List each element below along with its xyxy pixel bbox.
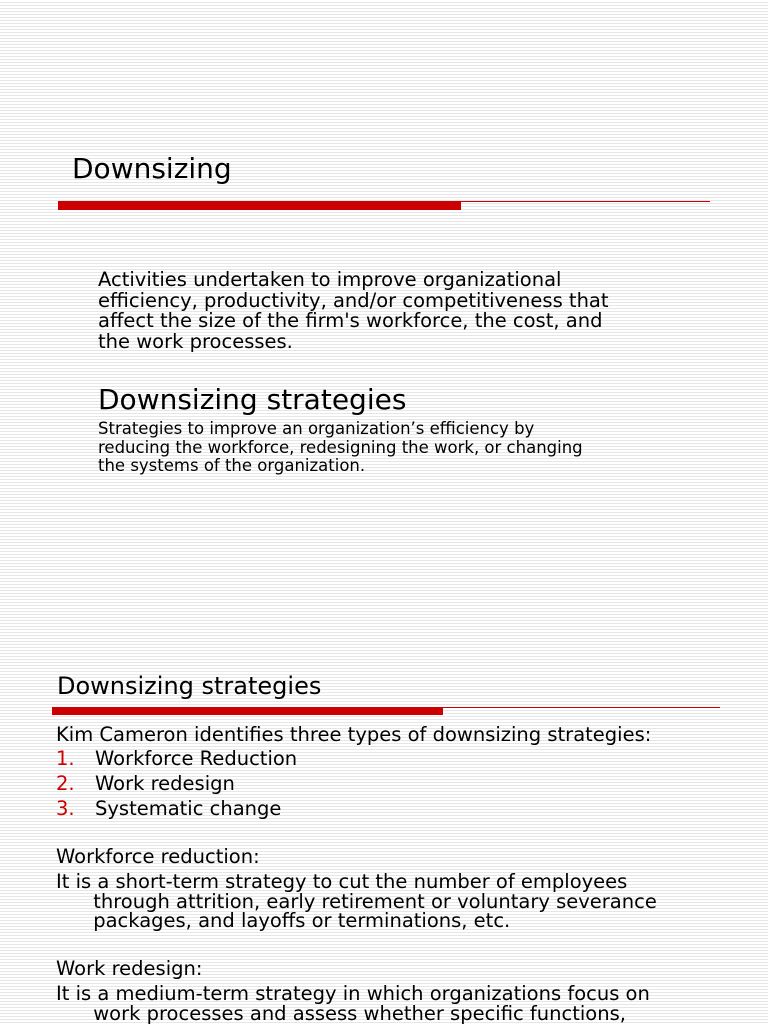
title-underline-rule (443, 707, 720, 708)
workforce-reduction-heading: Workforce reduction: (56, 845, 260, 868)
slide-2-title: Downsizing strategies (57, 672, 322, 700)
list-label: Work redesign (95, 772, 235, 795)
list-label: Workforce Reduction (95, 747, 298, 770)
workforce-reduction-body: It is a short-term strategy to cut the number of employees through attrition, early retirement or voluntary severance packages, and layoffs or terminations, etc. (56, 870, 657, 932)
list-number: 1. (56, 747, 75, 770)
title-underline-bar (58, 201, 461, 210)
slide-1-title: Downsizing (72, 152, 232, 185)
list-number: 3. (56, 797, 75, 820)
list-number: 2. (56, 772, 75, 795)
title-underline-bar (52, 707, 443, 715)
list-label: Systematic change (95, 797, 282, 820)
downsizing-strategies-heading: Downsizing strategies (98, 383, 407, 416)
definition-paragraph: Activities undertaken to improve organizational efficiency, productivity, and/or competitiveness that affect the size of the firm's workforce, the cost, and the work processes. (98, 268, 609, 353)
strategies-description: Strategies to improve an organization’s efficiency by reducing the workforce, redesigning the work, or changing the systems of the organization. (98, 419, 583, 475)
title-underline-rule (461, 201, 710, 202)
strategies-intro: Kim Cameron identifies three types of downsizing strategies: (56, 723, 652, 746)
work-redesign-heading: Work redesign: (56, 957, 203, 980)
work-redesign-body: It is a medium-term strategy in which organizations focus on work processes and assess whether specific functions, (56, 982, 650, 1025)
